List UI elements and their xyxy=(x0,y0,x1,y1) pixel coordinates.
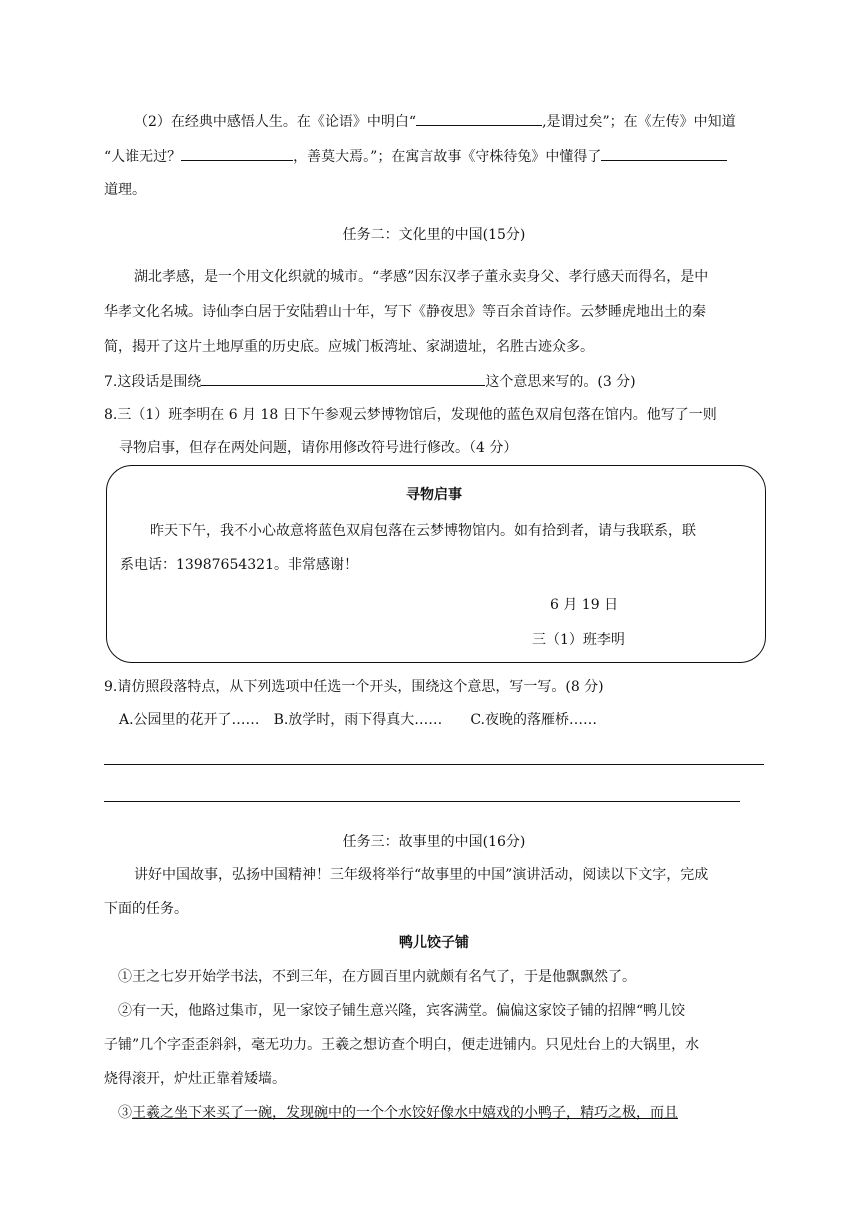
question-2-line-3: 道理。 xyxy=(104,182,146,198)
question-7-text-a: 7.这段话是围绕 xyxy=(104,374,202,390)
question-9-options xyxy=(119,710,597,730)
story-paragraph-3 xyxy=(118,1103,678,1123)
task2-title: 任务二：文化里的中国(15分) xyxy=(342,227,526,243)
task3-intro-line: 下面的任务。 xyxy=(104,901,188,917)
story-paragraph-2-line: 烧得滚开，炉灶正靠着矮墙。 xyxy=(104,1071,286,1087)
notice-body-line: 昨天下午，我不小心故意将蓝色双肩包落在云梦博物馆内。如有拾到者，请与我联系，联 xyxy=(150,523,696,539)
question-8-line: 8.三（1）班李明在 6 月 18 日下午参观云梦博物馆后，发现他的蓝色双肩包落在馆内。他写了一则 xyxy=(104,407,717,423)
option-b[interactable]: B.放学时，雨下得真大…… xyxy=(273,712,443,728)
question-2-text-a: （2）在经典中感悟人生。在《论语》中明白“ xyxy=(134,114,417,130)
writing-line-1[interactable] xyxy=(104,764,764,765)
task2-paragraph-line: 湖北孝感，是一个用文化织就的城市。“孝感”因东汉孝子董永卖身父、孝行感天而得名，是中 xyxy=(134,269,709,285)
question-9: 9.请仿照段落特点，从下列选项中任选一个开头，围绕这个意思，写一写。(8 分) xyxy=(104,679,604,695)
story-title: 鸭儿饺子铺 xyxy=(399,935,469,951)
paragraph-number: ③ xyxy=(118,1105,132,1121)
question-2-text-b: ,是谓过矣”；在《左传》中知道 xyxy=(542,114,736,130)
option-a[interactable]: A.公园里的花开了…… xyxy=(119,712,260,728)
notice-date: 6 月 19 日 xyxy=(550,597,619,613)
paragraph-number: ② xyxy=(118,1003,132,1019)
answer-blank-3[interactable] xyxy=(601,146,727,161)
task3-intro-line: 讲好中国故事，弘扬中国精神！三年级将举行“故事里的中国”演讲活动，阅读以下文字，完成 xyxy=(134,867,709,883)
question-2-text-d: ，善莫大焉。”；在寓言故事《守株待兔》中懂得了 xyxy=(293,149,602,165)
story-paragraph-1 xyxy=(118,967,636,987)
paragraph-number: ① xyxy=(118,969,132,985)
notice-body-line: 系电话：13987654321。非常感谢！ xyxy=(120,557,358,573)
story-paragraph-2-line: 子铺”几个字歪歪斜斜，毫无功力。王羲之想访查个明白，便走进铺内。只见灶台上的大锅里，水 xyxy=(104,1037,700,1053)
answer-blank-2[interactable] xyxy=(181,146,293,161)
task3-title: 任务三：故事里的中国(16分) xyxy=(342,834,526,850)
answer-blank-1[interactable] xyxy=(416,111,542,126)
story-text: 王之七岁开始学书法，不到三年，在方圆百里内就颇有名气了，于是他飘飘然了。 xyxy=(132,969,636,985)
question-2-text-c: “人谁无过？ xyxy=(104,149,182,165)
task2-paragraph-line: 简，揭开了这片土地厚重的历史底。应城门板湾址、家湖遗址，名胜古迹众多。 xyxy=(104,339,594,355)
answer-blank-7[interactable] xyxy=(201,371,485,386)
question-2-line-1 xyxy=(134,111,736,132)
notice-title: 寻物启事 xyxy=(406,487,462,503)
question-8-line: 寻物启事，但存在两处问题，请你用修改符号进行修改。（4 分） xyxy=(119,440,518,456)
story-text: 有一天，他路过集市，见一家饺子铺生意兴隆，宾客满堂。偏偏这家饺子铺的招牌“鸭儿饺 xyxy=(132,1003,686,1019)
question-2-line-2 xyxy=(104,146,727,167)
story-paragraph-2 xyxy=(118,1001,685,1021)
question-7 xyxy=(104,371,636,392)
story-text-underlined: 王羲之坐下来买了一碗，发现碗中的一个个水饺好像水中嬉戏的小鸭子，精巧之极，而且 xyxy=(132,1105,678,1121)
question-7-text-b: 这个意思来写的。(3 分) xyxy=(485,374,636,390)
task2-paragraph-line: 华孝文化名城。诗仙李白居于安陆碧山十年，写下《静夜思》等百余首诗作。云梦睡虎地出土的秦 xyxy=(104,304,706,320)
writing-line-2[interactable] xyxy=(104,801,740,802)
option-c[interactable]: C.夜晚的落雁桥…… xyxy=(470,712,597,728)
notice-signer: 三（1）班李明 xyxy=(532,632,625,648)
